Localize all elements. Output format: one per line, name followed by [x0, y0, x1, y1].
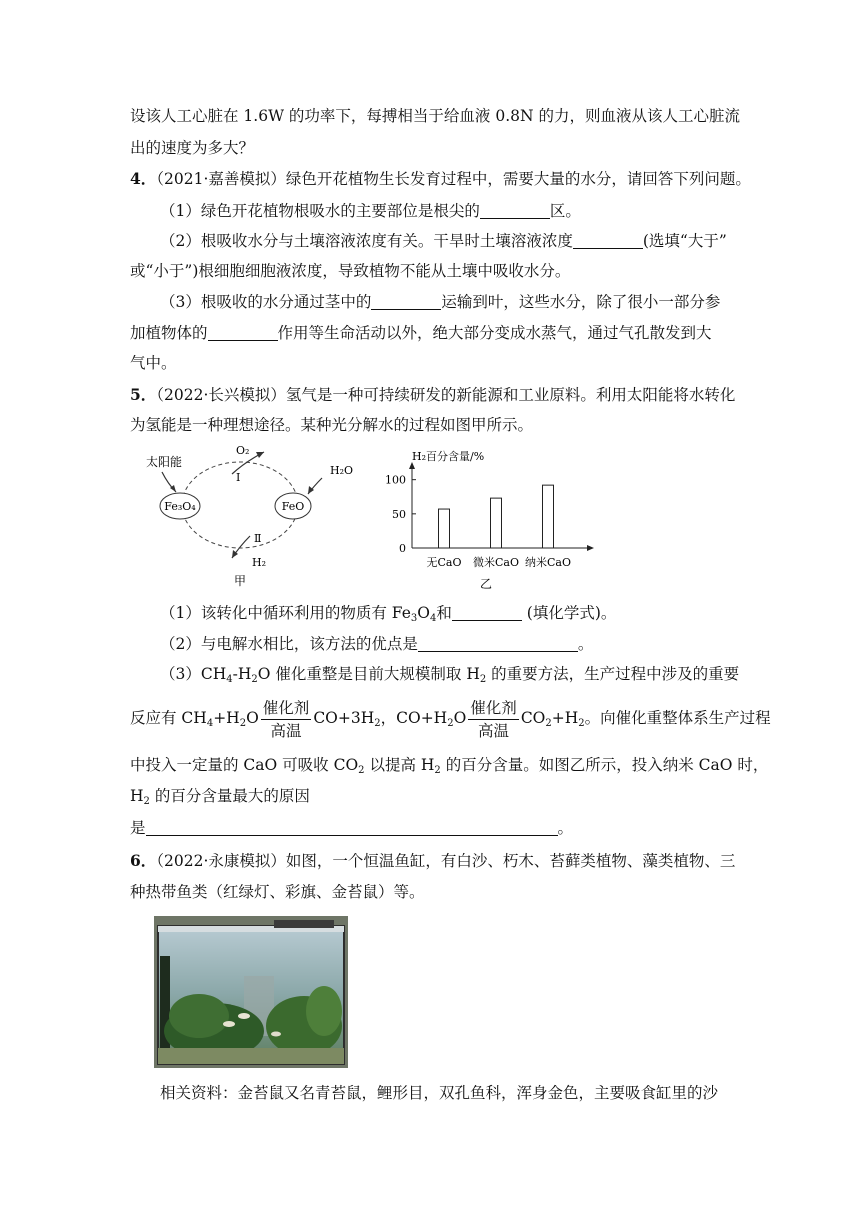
subscript: 2	[479, 674, 487, 685]
step-2-label: Ⅱ	[254, 532, 262, 545]
question-5-stem-cont: 为氢能是一种理想途径。某种光分解水的过程如图甲所示。	[130, 416, 534, 434]
fish-tank-photo	[154, 916, 348, 1068]
subscript: 4	[226, 674, 233, 685]
equation-text: O	[453, 709, 467, 727]
q5-part3-cont	[130, 754, 768, 782]
question-number: 5．	[130, 385, 157, 404]
solar-energy-label: 太阳能	[146, 455, 183, 469]
question-4-stem	[130, 168, 751, 190]
q5-part1-text: 和	[436, 604, 452, 622]
bar	[543, 485, 554, 548]
q5-part3	[160, 663, 739, 691]
equation-text: +H	[551, 709, 579, 727]
subscript: 3	[410, 613, 418, 624]
q5-part3-text: 是	[130, 819, 146, 837]
q4-part3-end: 气中。	[130, 354, 177, 372]
equation-text: 反应有 CH	[130, 709, 207, 727]
text-line: 设该人工心脏在 1.6W 的功率下，每搏相当于给血液 0.8N 的力，则血液从该人工心脏流	[130, 107, 741, 125]
q4-part1-text: 区。	[549, 202, 581, 220]
h2-content-bar-chart	[378, 444, 598, 590]
q4-part3-text: 运输到叶，这些水分，除了很小一部分参	[441, 293, 721, 311]
x-category-label: 无CaO	[426, 556, 462, 569]
q4-part3-text: 加植物体的	[130, 324, 208, 342]
subscript: 2	[251, 674, 258, 685]
equation-text: O	[246, 709, 259, 727]
h2o-label: H₂O	[330, 464, 354, 477]
catalyst-label: 催化剂	[261, 697, 312, 720]
subscript: 2	[239, 718, 247, 729]
question-source: （2022·长兴模拟）	[156, 386, 286, 404]
reaction-condition	[468, 697, 519, 742]
q5-part3-text: 的百分含量。如图乙所示，投入纳米 CaO 时，	[440, 756, 769, 774]
q5-part2-text: 。	[577, 635, 594, 653]
step-1-label: Ⅰ	[236, 471, 241, 484]
question-text: 氢气是一种可持续研发的新能源和工业原料。利用太阳能将水转化	[285, 386, 736, 404]
q4-part1	[160, 200, 581, 222]
chart-ylabel: H₂百分含量/%	[412, 450, 485, 463]
answer-blank[interactable]	[371, 293, 441, 310]
q5-part2	[160, 633, 593, 655]
bar	[439, 509, 450, 548]
y-tick-label: 0	[399, 542, 406, 555]
q4-part3-cont	[130, 322, 712, 344]
q4-part3	[160, 291, 720, 313]
question-number: 6．	[130, 851, 157, 870]
q5-part1-text: O	[417, 604, 430, 622]
h2-label: H₂	[252, 556, 267, 569]
q5-part3-cont	[130, 785, 310, 813]
bar	[491, 498, 502, 548]
x-category-label: 纳米CaO	[525, 556, 571, 569]
subscript: 2	[143, 796, 150, 807]
chart-caption: 乙	[479, 577, 493, 590]
q4-part2-text: (选填“大于”	[642, 232, 727, 250]
o2-label: O₂	[236, 444, 250, 457]
subscript: 4	[206, 718, 214, 729]
q5-part3-text: （3）CH	[160, 665, 227, 683]
q5-part3-text: O 催化重整是目前大规模制取 H	[257, 665, 480, 683]
q5-part3-text: 以提高 H	[364, 756, 435, 774]
high-temp-label: 高温	[478, 721, 510, 740]
equation-text: CO	[520, 709, 546, 727]
q4-part1-text: （1）绿色开花植物根吸水的主要部位是根尖的	[160, 202, 480, 220]
answer-blank[interactable]	[452, 604, 522, 621]
question-text: 如图，一个恒温鱼缸，有白沙、朽木、苔藓类植物、藻类植物、三	[285, 852, 736, 870]
equation-text: 。向催化重整体系生产过程	[584, 709, 771, 727]
photolysis-cycle-diagram	[140, 440, 360, 588]
answer-blank[interactable]	[480, 202, 550, 219]
reaction-condition	[261, 697, 312, 742]
x-category-label: 微米CaO	[473, 556, 519, 569]
question-6-stem-cont: 种热带鱼类（红绿灯、彩旗、金苔鼠）等。	[130, 883, 425, 901]
high-temp-label: 高温	[270, 721, 302, 740]
q4-part3-text: 作用等生命活动以外，绝大部分变成水蒸气，通过气孔散发到大	[277, 324, 712, 342]
question-5-stem	[130, 384, 735, 406]
q5-part3-text: H	[130, 787, 144, 805]
subscript: 2	[578, 718, 585, 729]
q5-part3-text: 。	[557, 819, 574, 837]
reaction-equations	[130, 694, 771, 748]
equation-text: CO+3H	[313, 709, 375, 727]
subscript: 2	[447, 718, 454, 729]
text-line: 出的速度为多大？	[130, 139, 255, 157]
fe3o4-label: Fe₃O₄	[164, 500, 196, 513]
subscript: 2	[374, 718, 381, 729]
x-axis-arrow-icon	[587, 545, 594, 551]
y-tick-label: 50	[392, 507, 406, 521]
q4-part2	[160, 230, 727, 252]
question-number: 4．	[130, 169, 157, 188]
y-axis-arrow-icon	[409, 462, 415, 469]
q5-part3-answer	[130, 817, 573, 839]
q5-part1	[160, 602, 616, 630]
question-6-stem	[130, 850, 735, 872]
feo-label: FeO	[281, 500, 305, 513]
q5-part3-text: -H	[232, 665, 252, 683]
figure-caption: 甲	[234, 574, 247, 588]
equation-text: +H	[213, 709, 240, 727]
q5-part1-text: （1）该转化中循环利用的物质有 Fe	[160, 604, 411, 622]
question-source: （2021·嘉善模拟）	[156, 170, 286, 188]
q5-part3-text: 的百分含量最大的原因	[149, 787, 310, 805]
y-tick-label: 100	[385, 473, 406, 487]
question-source: （2022·永康模拟）	[156, 852, 286, 870]
answer-blank[interactable]	[208, 324, 278, 341]
q6-info: 相关资料：金苔鼠又名青苔鼠，鲤形目，双孔鱼科，浑身金色，主要吸食缸里的沙	[160, 1084, 719, 1102]
subscript: 4	[429, 613, 437, 624]
answer-blank[interactable]	[573, 232, 643, 249]
subscript: 2	[358, 765, 365, 776]
subscript: 2	[434, 765, 441, 776]
subscript: 2	[545, 718, 552, 729]
q5-part3-text: 中投入一定量的 CaO 可吸收 CO	[130, 756, 359, 774]
answer-blank[interactable]	[418, 635, 578, 652]
q4-part2-text: （2）根吸收水分与土壤溶液浓度有关。干旱时土壤溶液浓度	[160, 232, 573, 250]
catalyst-label: 催化剂	[468, 697, 519, 720]
q5-part2-text: （2）与电解水相比，该方法的优点是	[160, 635, 418, 653]
q5-part1-text: (填化学式)。	[521, 604, 617, 622]
q4-part2-cont: 或“小于”)根细胞细胞液浓度，导致植物不能从土壤中吸收水分。	[130, 262, 571, 280]
question-text: 绿色开花植物生长发育过程中，需要大量的水分，请回答下列问题。	[285, 170, 751, 188]
q4-part3-text: （3）根吸收的水分通过茎中的	[160, 293, 372, 311]
equation-text: ，CO+H	[380, 709, 448, 727]
q5-part3-text: 的重要方法，生产过程中涉及的重要	[486, 665, 740, 683]
answer-blank[interactable]	[146, 819, 558, 836]
arrowhead-icon	[256, 452, 264, 458]
